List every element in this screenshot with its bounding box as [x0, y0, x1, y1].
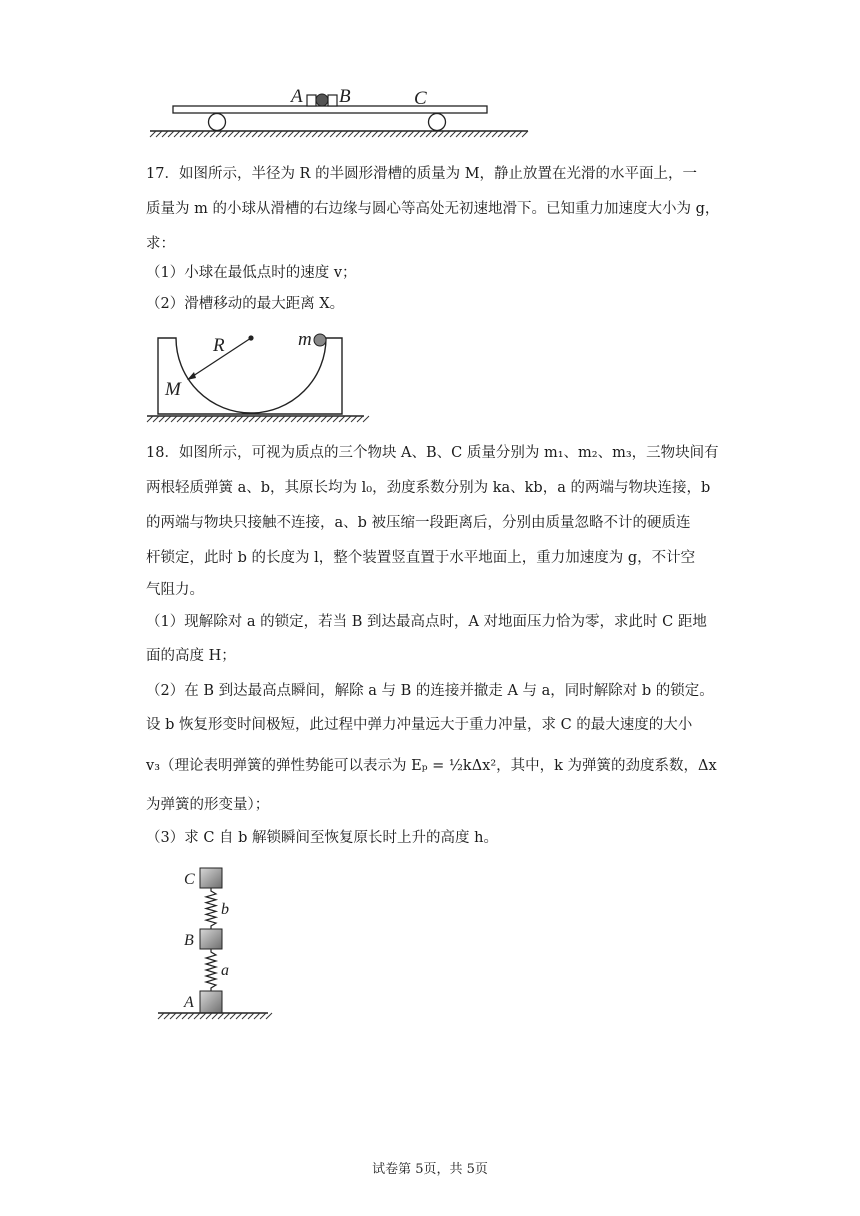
hatch-mark: [246, 131, 252, 137]
hatch-mark: [309, 416, 315, 422]
hatch-mark: [468, 131, 474, 137]
hatch-mark: [372, 131, 378, 137]
groove-body: [158, 338, 342, 414]
hatch-mark: [230, 1013, 236, 1019]
q18-line-2: 两根轻质弹簧 a、b，其原长均为 l₀，劲度系数分别为 ka、kb，a 的两端与物块连接，b: [146, 480, 711, 496]
q18-part-2-c: v₃（理论表明弹簧的弹性势能可以表示为 Eₚ = ½kΔx²，其中，k 为弹簧的劲度系数，Δx: [146, 758, 717, 774]
hatch-mark: [231, 416, 237, 422]
q17-part-2: （2）滑槽移动的最大距离 X。: [146, 296, 345, 312]
hatch-mark: [182, 1013, 188, 1019]
hatch-mark: [342, 131, 348, 137]
hatch-mark: [218, 1013, 224, 1019]
label-c-block: C: [184, 871, 195, 888]
hatch-mark: [354, 131, 360, 137]
hatch-mark: [240, 131, 246, 137]
hatch-mark: [192, 131, 198, 137]
hatch-mark: [165, 416, 171, 422]
hatch-mark: [258, 131, 264, 137]
ground-hatch: [150, 131, 528, 137]
hatch-mark: [150, 131, 156, 137]
hatch-mark: [312, 131, 318, 137]
hatch-mark: [282, 131, 288, 137]
block-b-stack: [200, 929, 222, 949]
hatch-mark: [294, 131, 300, 137]
hatch-mark: [504, 131, 510, 137]
label-spring-b: b: [221, 901, 229, 918]
radius-arrowhead: [187, 372, 196, 380]
label-a-block: A: [184, 994, 194, 1011]
hatch-mark: [480, 131, 486, 137]
page-footer: 试卷第 5页，共 5页: [372, 1162, 488, 1177]
hatch-mark: [194, 1013, 200, 1019]
hatch-mark: [195, 416, 201, 422]
hatch-mark: [351, 416, 357, 422]
hatch-mark: [330, 131, 336, 137]
hatch-mark: [267, 416, 273, 422]
hatch-mark: [321, 416, 327, 422]
hatch-mark: [216, 131, 222, 137]
block-b: [328, 95, 337, 106]
hatch-mark: [183, 416, 189, 422]
hatch-mark: [242, 1013, 248, 1019]
hatch-mark: [164, 1013, 170, 1019]
hatch-mark: [360, 131, 366, 137]
hatch-mark: [204, 131, 210, 137]
spring-b: [206, 888, 216, 929]
hatch-mark: [315, 416, 321, 422]
hatch-mark: [186, 131, 192, 137]
label-c: C: [414, 88, 427, 109]
hatch-mark: [261, 416, 267, 422]
q17-line-3: 求：: [146, 236, 175, 252]
hatch-mark: [297, 416, 303, 422]
hatch-mark: [237, 416, 243, 422]
hatch-mark: [158, 1013, 164, 1019]
hatch-mark: [303, 416, 309, 422]
block-a: [307, 95, 316, 106]
q18-part-2-d: 为弹簧的形变量）；: [146, 797, 270, 813]
hatch-mark: [270, 131, 276, 137]
q18-line-3: 的两端与物块只接触不连接，a、b 被压缩一段距离后，分别由质量忽略不计的硬质连: [146, 515, 691, 531]
hatch-mark: [212, 1013, 218, 1019]
hatch-mark: [432, 131, 438, 137]
small-ball: [314, 334, 326, 346]
hatch-mark: [279, 416, 285, 422]
q18-part-1-b: 面的高度 H；: [146, 648, 236, 664]
hatch-mark: [285, 416, 291, 422]
hatch-mark: [198, 131, 204, 137]
hatch-mark: [243, 416, 249, 422]
hatch-mark: [189, 416, 195, 422]
q17-line-1: 17．如图所示，半径为 R 的半圆形滑槽的质量为 M，静止放置在光滑的水平面上，一: [146, 166, 698, 182]
hatch-mark: [366, 131, 372, 137]
hatch-mark: [348, 131, 354, 137]
hatch-mark: [222, 131, 228, 137]
hatch-mark: [474, 131, 480, 137]
hatch-mark: [248, 1013, 254, 1019]
label-m-ball: m: [298, 329, 312, 350]
hatch-mark: [174, 131, 180, 137]
label-r: R: [213, 335, 225, 356]
hatch-mark: [378, 131, 384, 137]
hatch-mark: [510, 131, 516, 137]
hatch-mark: [414, 131, 420, 137]
hatch-mark: [462, 131, 468, 137]
hatch-mark: [498, 131, 504, 137]
hatch-mark: [254, 1013, 260, 1019]
hatch-mark: [180, 131, 186, 137]
wheel-left: [209, 114, 226, 131]
hatch-mark: [252, 131, 258, 137]
hatch-mark: [357, 416, 363, 422]
figure-cart: [0, 0, 860, 150]
hatch-mark: [200, 1013, 206, 1019]
hatch-mark: [339, 416, 345, 422]
hatch-mark: [260, 1013, 266, 1019]
hatch-mark: [168, 131, 174, 137]
hatch-mark: [345, 416, 351, 422]
block-c: [200, 868, 222, 888]
hatch-mark: [225, 416, 231, 422]
label-b-block: B: [184, 932, 194, 949]
q18-part-3: （3）求 C 自 b 解锁瞬间至恢复原长时上升的高度 h。: [146, 830, 498, 846]
hatch-mark: [234, 131, 240, 137]
hatch-mark: [266, 1013, 272, 1019]
hatch-mark: [159, 416, 165, 422]
q17-line-2: 质量为 m 的小球从滑槽的右边缘与圆心等高处无初速地滑下。已知重力加速度大小为 g，: [146, 201, 720, 217]
hatch-mark: [210, 131, 216, 137]
hatch-mark: [276, 131, 282, 137]
hatch-mark: [156, 131, 162, 137]
hatch-mark: [264, 131, 270, 137]
hatch-mark: [336, 131, 342, 137]
ball-between: [316, 94, 328, 106]
hatch-mark: [327, 416, 333, 422]
q18-line-4: 杆锁定，此时 b 的长度为 l，整个装置竖直置于水平地面上，重力加速度为 g，不计空: [146, 550, 696, 566]
hatch-mark: [396, 131, 402, 137]
figure-groove: [0, 320, 860, 430]
q18-line-1: 18．如图所示，可视为质点的三个物块 A、B、C 质量分别为 m₁、m₂、m₃，三物块间有: [146, 445, 719, 461]
q17-part-1: （1）小球在最低点时的速度 v；: [146, 265, 357, 281]
hatch-mark: [450, 131, 456, 137]
label-a: A: [291, 86, 303, 107]
hatch-mark: [206, 1013, 212, 1019]
label-spring-a: a: [221, 962, 229, 979]
label-m-groove: M: [165, 379, 181, 400]
hatch-mark: [291, 416, 297, 422]
hatch-mark: [162, 131, 168, 137]
hatch-mark: [255, 416, 261, 422]
hatch-mark: [522, 131, 528, 137]
hatch-mark: [420, 131, 426, 137]
hatch-mark: [444, 131, 450, 137]
hatch-mark: [224, 1013, 230, 1019]
cart-board: [173, 106, 487, 113]
hatch-mark: [288, 131, 294, 137]
hatch-mark: [153, 416, 159, 422]
hatch-mark: [318, 131, 324, 137]
hatch-mark: [219, 416, 225, 422]
ground-hatch-2: [147, 416, 369, 422]
hatch-mark: [384, 131, 390, 137]
hatch-mark: [236, 1013, 242, 1019]
wheel-right: [429, 114, 446, 131]
hatch-mark: [306, 131, 312, 137]
spring-a: [206, 949, 216, 991]
hatch-mark: [228, 131, 234, 137]
hatch-mark: [249, 416, 255, 422]
q18-line-5: 气阻力。: [146, 582, 204, 598]
hatch-mark: [324, 131, 330, 137]
hatch-mark: [516, 131, 522, 137]
hatch-mark: [390, 131, 396, 137]
hatch-mark: [213, 416, 219, 422]
q18-part-2-b: 设 b 恢复形变时间极短，此过程中弹力冲量远大于重力冲量，求 C 的最大速度的大小: [146, 717, 693, 733]
hatch-mark: [300, 131, 306, 137]
hatch-mark: [426, 131, 432, 137]
hatch-mark: [456, 131, 462, 137]
hatch-mark: [188, 1013, 194, 1019]
hatch-mark: [333, 416, 339, 422]
hatch-mark: [363, 416, 369, 422]
hatch-mark: [438, 131, 444, 137]
hatch-mark: [170, 1013, 176, 1019]
label-b: B: [339, 86, 351, 107]
hatch-mark: [207, 416, 213, 422]
hatch-mark: [201, 416, 207, 422]
block-a-stack: [200, 991, 222, 1013]
q18-part-2-a: （2）在 B 到达最高点瞬间，解除 a 与 B 的连接并撤走 A 与 a，同时解除对 b 的锁定。: [146, 683, 714, 699]
hatch-mark: [273, 416, 279, 422]
hatch-mark: [171, 416, 177, 422]
hatch-mark: [176, 1013, 182, 1019]
figure-springs: [0, 855, 860, 1025]
ground-hatch-3: [158, 1013, 272, 1019]
hatch-mark: [147, 416, 153, 422]
hatch-mark: [492, 131, 498, 137]
q18-part-1-a: （1）现解除对 a 的锁定，若当 B 到达最高点时，A 对地面压力恰为零，求此时 C 距地: [146, 614, 707, 630]
hatch-mark: [408, 131, 414, 137]
hatch-mark: [402, 131, 408, 137]
hatch-mark: [486, 131, 492, 137]
hatch-mark: [177, 416, 183, 422]
